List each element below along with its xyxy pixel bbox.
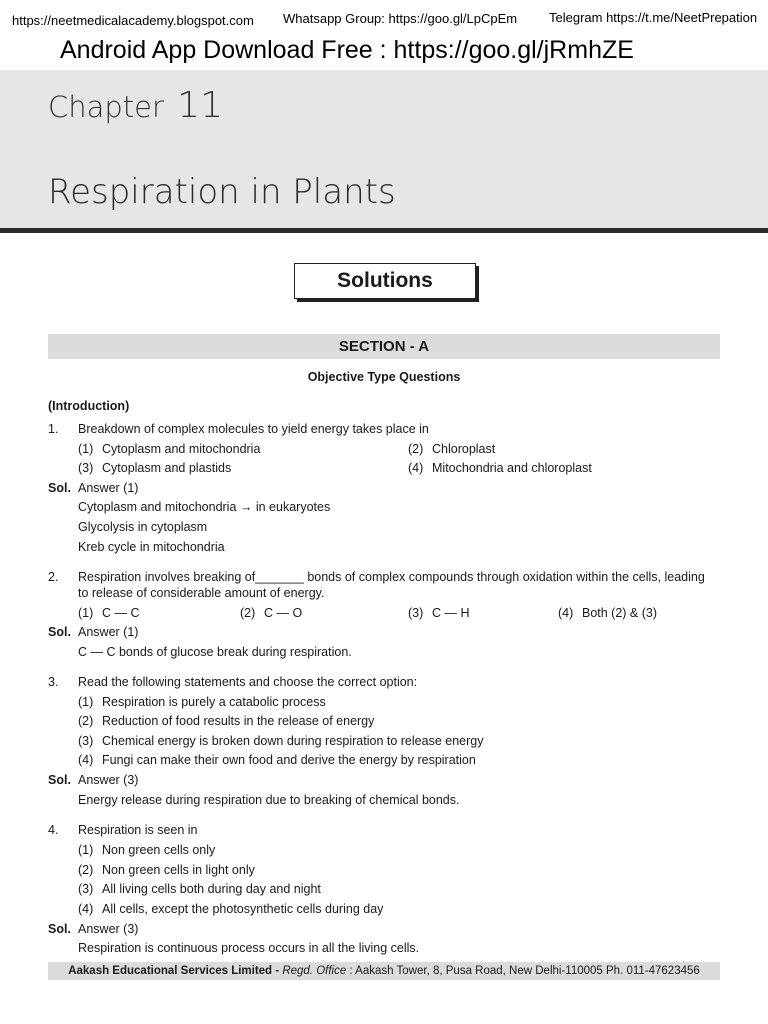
blog-link[interactable]: https://neetmedicalacademy.blogspot.com bbox=[12, 13, 254, 28]
section-heading: SECTION - A bbox=[48, 334, 720, 359]
option-number: (4) bbox=[408, 461, 424, 475]
footer-regd-office: Regd. Office bbox=[282, 965, 347, 977]
solution-label: Sol. bbox=[48, 922, 71, 936]
option-text: Cytoplasm and plastids bbox=[102, 461, 232, 475]
chapter-word: Chapter bbox=[48, 90, 164, 124]
option-text: Chemical energy is broken down during respiration to release energy bbox=[102, 734, 484, 748]
explanation-line: Kreb cycle in mitochondria bbox=[78, 540, 225, 554]
footer-company: Aakash Educational Services Limited - bbox=[68, 965, 283, 977]
header-divider bbox=[0, 228, 768, 233]
option-text: Mitochondria and chloroplast bbox=[432, 461, 592, 475]
option-text: C — H bbox=[432, 606, 470, 620]
telegram-link[interactable]: Telegram https://t.me/NeetPrepation bbox=[549, 10, 758, 25]
answer-text: Answer (1) bbox=[78, 625, 139, 639]
answer-text: Answer (1) bbox=[78, 481, 139, 495]
option-number: (2) bbox=[240, 606, 256, 620]
option-number: (2) bbox=[78, 714, 94, 728]
answer-text: Answer (3) bbox=[78, 773, 139, 787]
explanation-line: Glycolysis in cytoplasm bbox=[78, 520, 208, 534]
option-text: All cells, except the photosynthetic cells during day bbox=[102, 902, 384, 916]
option-text: Fungi can make their own food and derive the energy by respiration bbox=[102, 753, 476, 767]
explanation-line: Respiration is continuous process occurs in all the living cells. bbox=[78, 941, 420, 955]
page-footer bbox=[48, 962, 720, 980]
question-text: Respiration is seen in bbox=[78, 823, 198, 837]
question-text: Breakdown of complex molecules to yield energy takes place in bbox=[78, 422, 429, 436]
option-number: (4) bbox=[78, 753, 94, 767]
option-text: Cytoplasm and mitochondria bbox=[102, 442, 261, 456]
chapter-title: Respiration in Plants bbox=[48, 172, 396, 212]
option-text: Non green cells only bbox=[102, 843, 216, 857]
option-number: (3) bbox=[78, 882, 94, 896]
answer-text: Answer (3) bbox=[78, 922, 139, 936]
whatsapp-link[interactable]: Whatsapp Group: https://goo.gl/LpCpEm bbox=[283, 11, 518, 26]
option-text: Non green cells in light only bbox=[102, 863, 255, 877]
option-number: (2) bbox=[408, 442, 424, 456]
option-number: (4) bbox=[558, 606, 574, 620]
option-text: All living cells both during day and night bbox=[102, 882, 321, 896]
option-number: (4) bbox=[78, 902, 94, 916]
option-text: Respiration is purely a catabolic process bbox=[102, 695, 326, 709]
option-number: (1) bbox=[78, 843, 94, 857]
option-number: (1) bbox=[78, 606, 94, 620]
option-text: Reduction of food results in the release of energy bbox=[102, 714, 375, 728]
option-number: (1) bbox=[78, 442, 94, 456]
option-text: C — C bbox=[102, 606, 140, 620]
explanation-line: Energy release during respiration due to breaking of chemical bonds. bbox=[78, 793, 460, 807]
option-number: (2) bbox=[78, 863, 94, 877]
option-number: (3) bbox=[408, 606, 424, 620]
chapter-header bbox=[0, 70, 768, 228]
app-download-banner[interactable]: Android App Download Free : https://goo.gl/jRmhZE bbox=[60, 36, 634, 64]
intro-heading: (Introduction) bbox=[48, 399, 130, 413]
objective-heading: Objective Type Questions bbox=[307, 370, 461, 384]
question-number: 3. bbox=[48, 675, 59, 689]
question-text: to release of considerable amount of energy. bbox=[78, 586, 325, 600]
solution-label: Sol. bbox=[48, 625, 71, 639]
explanation-line: Cytoplasm and mitochondria → in eukaryotes bbox=[78, 500, 331, 514]
question-text: Read the following statements and choose the correct option: bbox=[78, 675, 418, 689]
option-text: C — O bbox=[264, 606, 303, 620]
option-text: Both (2) & (3) bbox=[582, 606, 658, 620]
footer-address: : Aakash Tower, 8, Pusa Road, New Delhi-110005 Ph. 011-47623456 bbox=[346, 965, 700, 977]
solution-label: Sol. bbox=[48, 481, 71, 495]
solution-label: Sol. bbox=[48, 773, 71, 787]
option-number: (3) bbox=[78, 461, 94, 475]
chapter-label bbox=[48, 85, 223, 126]
question-number: 2. bbox=[48, 570, 59, 584]
question-text: Respiration involves breaking of_______ bonds of complex compounds through oxidation within the cells, leading bbox=[78, 570, 705, 584]
option-number: (3) bbox=[78, 734, 94, 748]
solutions-heading: Solutions bbox=[294, 263, 476, 299]
chapter-number: 11 bbox=[177, 85, 223, 126]
explanation-line: C — C bonds of glucose break during respiration. bbox=[78, 645, 352, 659]
question-number: 1. bbox=[48, 422, 59, 436]
option-text: Chloroplast bbox=[432, 442, 496, 456]
option-number: (1) bbox=[78, 695, 94, 709]
top-links-bar bbox=[0, 0, 768, 36]
question-number: 4. bbox=[48, 823, 59, 837]
